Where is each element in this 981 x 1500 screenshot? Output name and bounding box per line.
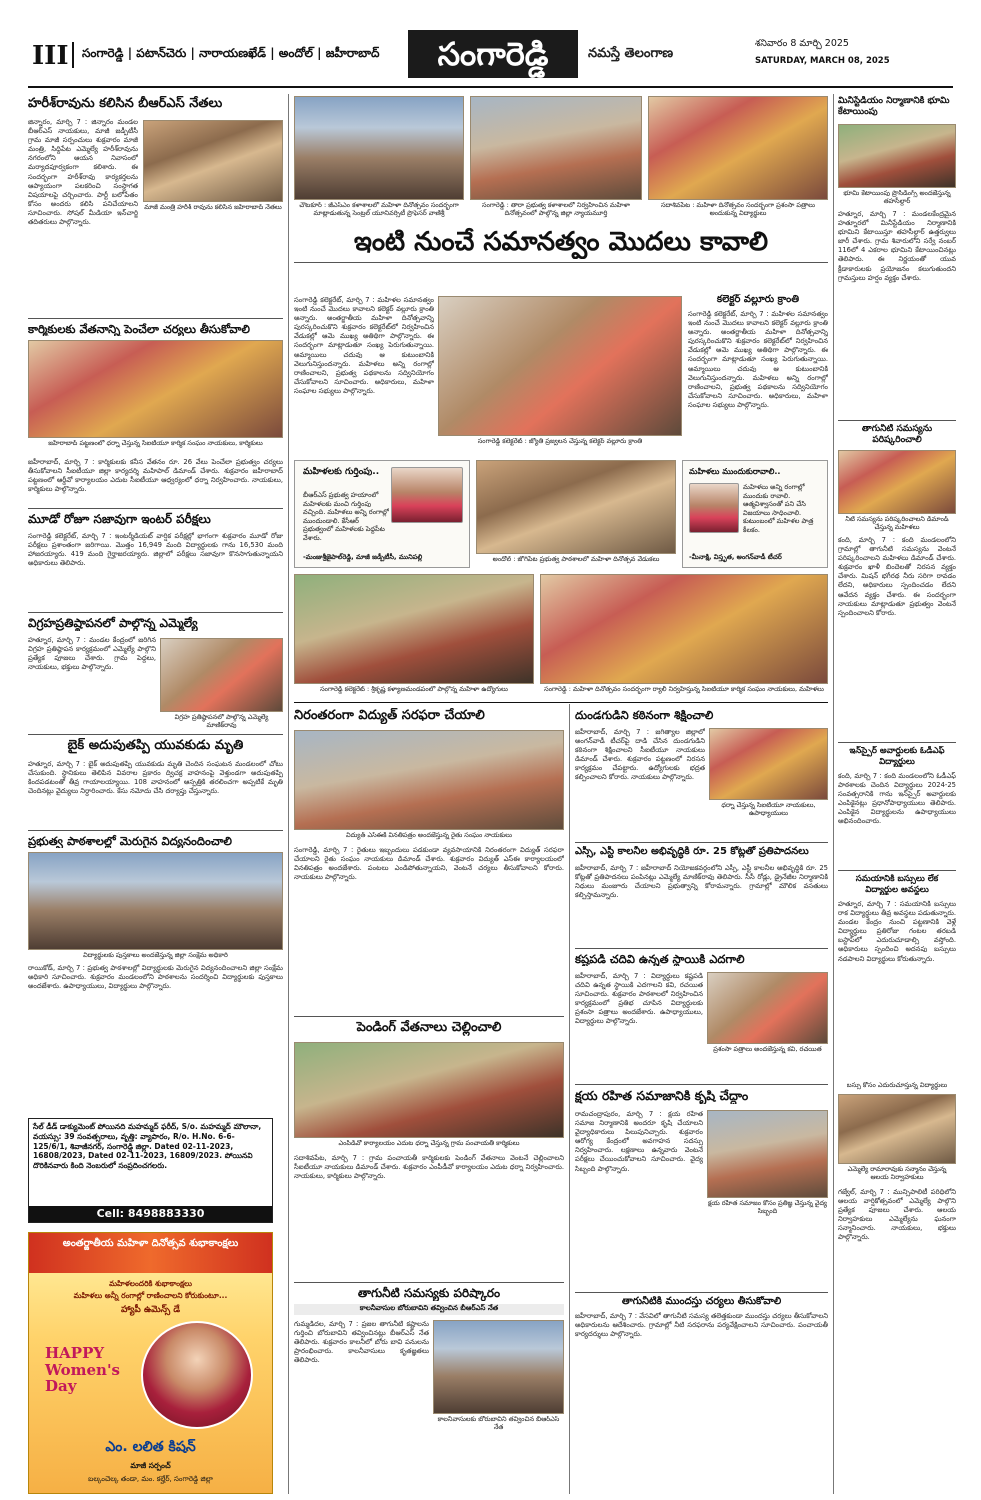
divider: [838, 742, 956, 743]
divider: [294, 1282, 564, 1283]
womens-day-ad-greeting: HAPPY Women's Day: [45, 1344, 120, 1395]
story-water2-body: కంది, మార్చి 7 : కంది మండలంలోని గ్రామాల్లో తాగునీటి సమస్యను వెంటనే పరిష్కరించాలని మహిళలు డిమాండ్ చేశారు. శుక్రవారం ఖాళీ బిందెలతో నిరసన వ్యక్తం చేశారు. మిషన్ భగీరథ నీరు సరిగా రావడం లేదని, అధికారులు స్పందించడం లేదని ఆవేదన వ్యక్తం చేశారు. ఈ సందర్భంగా నాయకులు మాట్లాడుతూ ప్రభుత్వం వెంటనే స్పందించాలని కోరారు.: [838, 536, 956, 617]
column-rule: [569, 704, 570, 1494]
divider: [28, 612, 283, 613]
photo-water: [433, 1320, 564, 1414]
quote-box-meenakshi: [682, 460, 828, 568]
divider: [575, 842, 828, 843]
newspaper-brand: నమస్తే తెలంగాణ: [588, 46, 674, 61]
kicker-main: కలెక్టర్ వల్లూరు క్రాంతి: [716, 294, 800, 305]
classified-ad: [28, 1118, 273, 1223]
caption-tara-college: సంగారెడ్డి : తారా ప్రభుత్వ కళాశాలలో నిర్వహించిన మహిళా దినోత్సవంలో పాల్గొన్న జిల్లా న్యాయమూర్తి: [482, 202, 630, 217]
date-english: SATURDAY, MARCH 08, 2025: [755, 56, 890, 66]
story-pending-body: సదాశివపేట, మార్చి 7 : గ్రామ పంచాయతీ కార్మికులకు పెండింగ్ వేతనాలు వెంటనే చెల్లించాలని సీఐటీయూ నాయకులు డిమాండ్ చేశారు. శుక్రవారం ఎంపీడీవో కార్యాలయం ఎదుట ధర్నా నిర్వహించారు. నాయకులు, కార్మికులు పాల్గొన్నారు.: [294, 1154, 564, 1181]
headline-drink: తాగునీటికి ముందస్తు చర్యలు తీసుకోవాలి: [621, 1296, 782, 1307]
caption-tb: క్షయ రహిత సమాజం కోసం ప్రతిజ్ఞ చేస్తున్న వైద్య సిబ్బంది: [707, 1200, 828, 1215]
column-rule: [288, 94, 289, 1494]
quote-title: మహిళలు ముందుకురావాలి..: [689, 467, 781, 476]
photo-school: [28, 852, 283, 950]
story-workers-body: జహీరాబాద్, మార్చి 7 : కార్మికులకు కనీస వేతనం రూ. 26 వేలు పెంచేలా ప్రభుత్వం చర్యలు తీసుకోవాలని సీఐటీయూ జిల్లా కార్యదర్శి మహిపాల్ డిమాండ్ చేశారు. శుక్రవారం జహీరాబాద్ పట్టణంలో ఆర్డీవో కార్యాలయం ఎదుట సీఐటీయూ ఆధ్వర్యంలో ధర్నా నిర్వహించారు. నాయకులు, కార్మికులు పాల్గొన్నారు.: [28, 458, 283, 494]
photo-harish: [143, 120, 283, 202]
quote-portrait: [689, 483, 739, 533]
story-main-body-col1: సంగారెడ్డి కలెక్టరేట్, మార్చి 7 : మహిళల సమానత్వం ఇంటి నుంచే మొదలు కావాలని కలెక్టర్ వల్లూరు క్రాంతి అన్నారు. అంతర్జాతీయ మహిళా దినోత్సవాన్ని పురస్కరించుకొని శుక్రవారం కలెక్టరేట్‌లో నిర్వహించిన వేడుకల్లో ఆమె ముఖ్య అతిథిగా పాల్గొన్నారు. ఈ సందర్భంగా మాట్లాడుతూ సంఖ్య పెరుగుతున్నాయి. అమ్మాయిలు చదువు ఆ కుటుంబానికి వెలుగునిస్తుందన్నారు. మహిళలు అన్ని రంగాల్లో రాణించాలని, ప్రభుత్వ పథకాలను సద్వినియోగం చేసుకోవాలని సూచించారు. అధికారులు, మహిళా సంఘాల సభ్యులు పాల్గొన్నారు.: [294, 296, 434, 395]
headline-dundi: దుండగుడిని కఠినంగా శిక్షించాలి: [575, 708, 714, 722]
kicker-water: కాలనీవాసుల బోరుబావిని తవ్వించిన బీఆర్‌ఎస్ నేత: [294, 1304, 564, 1315]
photo-jogipet: [476, 460, 676, 554]
caption-mla: ఎమ్మెల్యే రామారావుకు సన్మానం చేస్తున్న ఆలయ నిర్వాహకులు: [847, 1166, 947, 1181]
story-school-body: రాయికోడ్, మార్చి 7 : ప్రభుత్వ పాఠశాలల్లో విద్యార్థులకు మెరుగైన విద్యనందించాలని జిల్లా సంక్షేమ అధికారి సూచించారు. శుక్రవారం మండలంలోని పాఠశాలను సందర్శించి విద్యార్థులకు పుస్తకాలు అందజేశారు. ఉపాధ్యాయులు, విద్యార్థులు పాల్గొన్నారు.: [28, 964, 283, 991]
photo-stadium: [838, 124, 956, 188]
photo-water2: [838, 450, 956, 514]
caption-water2: నీటి సమస్యను పరిష్కరించాలని డిమాండ్ చేస్తున్న మహిళలు: [845, 516, 949, 531]
photo-chautkur: [294, 96, 464, 200]
photo-srikrishna-hall: [294, 574, 534, 684]
story-harish-body: జిన్నారం, మార్చి 7 : జిన్నారం మండల బీఆర్‌ఎస్ నాయకులు, మాజీ జడ్పీటీసీ గ్రామ మాజీ సర్పంచులు శుక్రవారం మాజీ మంత్రి, సిద్దిపేట ఎమ్మెల్యే హరీశ్‌రావును నగరంలోని ఆయన నివాసంలో మర్యాదపూర్వకంగా కలిశారు. ఈ సందర్భంగా హరీశ్‌రావు కార్యకర్తలను ఆప్యాయంగా పలకరించి సంస్థాగత విషయాలపై చర్చించారు. పార్టీ బలోపేతం కోసం అందరు కలిసి పనిచేయాలని సూచించారు. సోషల్ మీడియా ఇన్‌చార్జి తదితరులు పాల్గొన్నారు.: [28, 118, 138, 227]
womens-day-ad-banner: అంతర్జాతీయ మహిళా దినోత్సవ శుభాకాంక్షలు: [29, 1233, 272, 1273]
caption-water: కాలనీవాసులకు బోరుబావిని తవ్వించిన బీఆర్‌ఎస్ నేత: [437, 1416, 560, 1431]
photo-pending: [294, 1042, 564, 1138]
caption-pending: ఎంపీడీవో కార్యాలయం ఎదుట ధర్నా చేస్తున్న గ్రామ పంచాయతీ కార్మికులు: [338, 1140, 520, 1147]
headline-water: తాగునీటి సమస్యకు పరిష్కారం: [357, 1286, 501, 1300]
caption-chautkur: చౌటకూర్ : జీఎస్‌ఎం కళాశాలలో మహిళా దినోత్సవం సందర్భంగా మాట్లాడుతున్న సెంట్రల్ యూనివర్సిటీ ప్రొఫెసర్ వాణిశ్రీ: [299, 202, 459, 217]
photo-idol: [160, 638, 283, 712]
headline-sc: ఎస్సీ, ఎస్టీ కాలనీల అభివృద్ధికి రూ. 25 కోట్లతో ప్రతిపాదనలు: [575, 846, 809, 857]
photo-mla: [838, 1094, 956, 1164]
story-water-body: గుమ్మడిదల, మార్చి 7 : ప్రజల తాగునీటి కష్టాలను గుర్తించి బోరుబావిని తవ్వించినట్లు బీఆర్‌ఎస్ నేత తెలిపారు. శుక్రవారం కాలనీలో బోరు బావి పనులను ప్రారంభించారు. కాలనీవాసులు కృతజ్ఞతలు తెలిపారు.: [294, 1320, 429, 1365]
womens-day-ad-line3: హ్యాపీ ఉమెన్స్ డే: [121, 1305, 180, 1315]
district-nameplate: సంగారెడ్డి: [408, 30, 578, 78]
divider: [28, 508, 283, 509]
caption-sadasivpet: సదాశివపేట : మహిళా దినోత్సవం సందర్భంగా ప్రశంసా పత్రాలు అందుకున్న విద్యార్థులు: [660, 202, 816, 217]
photo-workers-rally: [28, 340, 283, 438]
womens-day-ad-line2: మహిళలు అన్నీ రంగాల్లో రాణించాలని కోరుకుంటూ...: [73, 1291, 228, 1300]
womens-day-ad-role: మాజీ సర్పంచ్: [130, 1461, 171, 1470]
womens-day-ad-address: బల్కంచెల్క తండా, మం. కల్హేర్, సంగారెడ్డి జిల్లా: [88, 1475, 213, 1483]
story-stadium-body: హత్నూర, మార్చి 7 : మండలకేంద్రమైన హత్నూరలో మినీస్టేడియం నిర్మాణానికి భూమిని కేటాయిస్తూ తహసీల్దార్ ఉత్తర్వులు జారీ చేశారు. గ్రామ శివారులోని సర్వే నంబర్ 116లో 4 ఎకరాల భూమిని కేటాయించినట్లు తెలిపారు. ఈ నిర్ణయంతో యువ క్రీడాకారులకు ప్రయోజనం కలుగుతుందని గ్రామస్తులు హర్షం వ్యక్తం చేశారు.: [838, 210, 956, 282]
womens-day-ad: [28, 1232, 273, 1494]
story-main-body-col2: సంగారెడ్డి కలెక్టరేట్, మార్చి 7 : మహిళల సమానత్వం ఇంటి నుంచే మొదలు కావాలని కలెక్టర్ వల్లూరు క్రాంతి అన్నారు. అంతర్జాతీయ మహిళా దినోత్సవాన్ని పురస్కరించుకొని శుక్రవారం కలెక్టరేట్‌లో నిర్వహించిన వేడుకల్లో ఆమె ముఖ్య అతిథిగా పాల్గొన్నారు. ఈ సందర్భంగా మాట్లాడుతూ సంఖ్య పెరుగుతున్నాయి. అమ్మాయిలు చదువు ఆ కుటుంబానికి వెలుగునిస్తుందన్నారు. మహిళలు అన్ని రంగాల్లో రాణించాలని, ప్రభుత్వ పథకాలను సద్వినియోగం చేసుకోవాలని సూచించారు. అధికారులు, మహిళా సంఘాల సభ్యులు పాల్గొన్నారు.: [688, 310, 828, 409]
divider: [28, 830, 283, 831]
story-dundi-body: జహీరాబాద్, మార్చి 7 : జగిత్యాల జిల్లాలో అంగన్‌వాడీ టీచర్‌పై దాడి చేసిన దుండగుడిని కఠినంగా శిక్షించాలని సీఐటీయూ నాయకులు డిమాండ్ చేశారు. శుక్రవారం పట్టణంలో నిరసన కార్యక్రమం చేపట్టారు. ఉద్యోగులకు భద్రత కల్పించాలని కోరారు. నాయకులు పాల్గొన్నారు.: [575, 728, 705, 782]
date-telugu: శనివారం 8 మార్చి 2025: [755, 38, 849, 49]
caption-harish: మాజీ మంత్రి హరీశ్ రావును కలిసిన జహీరాబాద్ నేతలు: [144, 204, 282, 211]
page-number: III: [32, 41, 69, 71]
divider: [294, 1016, 564, 1017]
masthead: [0, 0, 981, 92]
photo-sadasivpet: [648, 96, 828, 200]
caption-citu-rally: సంగారెడ్డి : మహిళా దినోత్సవం సందర్భంగా ర్యాలీ నిర్వహిస్తున్న సీఐటీయూ కార్మిక సంఘం నాయకులు, మహిళలు: [544, 686, 824, 693]
photo-dundi: [709, 728, 828, 800]
headline-power: నిరంతరంగా విద్యుత్ సరఫరా చేయాలి: [294, 708, 485, 723]
story-bus-body: హత్నూర, మార్చి 7 : సమయానికి బస్సులు రాక విద్యార్థులు తీవ్ర అవస్థలు పడుతున్నారు. మండల కేంద్రం నుంచి పట్టణానికి వెళ్లే విద్యార్థులు ప్రతిరోజు గంటల తరబడి బస్టాప్‌లో ఎదురుచూడాల్సి వస్తోంది. అధికారులు స్పందించి అదనపు బస్సులు నడపాలని విద్యార్థులు కోరుతున్నారు.: [838, 900, 956, 963]
story-mla-body: గజ్వేల్, మార్చి 7 : మున్సిపాలిటీ పరిధిలోని ఆలయ వార్షికోత్సవంలో ఎమ్మెల్యే పాల్గొని ప్రత్యేక పూజలు చేశారు. ఆలయ నిర్వాహకులు ఎమ్మెల్యేను ఘనంగా సన్మానించారు. నాయకులు, భక్తులు పాల్గొన్నారు.: [838, 1188, 956, 1242]
headline-harish: హరీశ్‌రావును కలిసిన బీఆర్‌ఎస్ నేతలు: [28, 96, 223, 111]
headline-bus: సమయానికి బస్సులు లేక విద్యార్థుల అవస్థలు: [855, 874, 939, 895]
quote-portrait: [391, 467, 463, 523]
headline-study: కష్టపడి చదివి ఉన్నత స్థాయికి ఎదగాలి: [575, 952, 745, 966]
headline-idol: విగ్రహప్రతిష్ఠాపనలో పాల్గొన్న ఎమ్మెల్యే: [28, 616, 198, 630]
photo-collector: [438, 296, 682, 436]
caption-study: ప్రశంసా పత్రాలు అందజేస్తున్న కవి, రచయిత: [713, 1046, 822, 1053]
headline-stadium: మినీస్టేడియం నిర్మాణానికి భూమి కేటాయింపు: [838, 96, 950, 118]
photo-study: [707, 972, 828, 1044]
headline-main: ఇంటి నుంచే సమానత్వం మొదలు కావాలి: [353, 227, 769, 257]
masthead-rule: [28, 86, 953, 88]
caption-dundi: ధర్నా చేస్తున్న సీఐటీయూ నాయకులు, ఉపాధ్యాయులు: [721, 802, 816, 817]
divider: [28, 318, 283, 319]
womens-day-ad-line1: మహిళలందరికి శుభాకాంక్షలు: [109, 1279, 192, 1288]
headline-inspire: ఇన్‌స్పైర్ అవార్డులకు ఓడీఎఫ్ విద్యార్థులు: [849, 746, 945, 767]
edition-list: సంగారెడ్డి | పటాన్‌చెరు | నారాయణఖేడ్ | అందోల్ | జహీరాబాద్: [82, 46, 380, 60]
photo-citu-rally: [540, 574, 828, 684]
photo-power: [294, 730, 564, 830]
headline-tb: క్షయ రహిత సమాజానికి కృషి చేద్దాం: [575, 1088, 749, 1103]
caption-workers: జహీరాబాద్ పట్టణంలో ధర్నా చేస్తున్న సీఐటీయూ కార్మిక సంఘం నాయకులు, కార్మికులు: [48, 440, 263, 447]
divider: [28, 734, 283, 735]
womens-day-ad-name: ఎం. లలిత కిషన్: [105, 1439, 196, 1455]
story-idol-body: హత్నూర, మార్చి 7 : మండల కేంద్రంలో జరిగిన విగ్రహ ప్రతిష్ఠాపన కార్యక్రమంలో ఎమ్మెల్యే పాల్గొని ప్రత్యేక పూజలు చేశారు. గ్రామ పెద్దలు, నాయకులు, భక్తులు పాల్గొన్నారు.: [28, 636, 156, 672]
caption-stadium: భూమి కేటాయింపు ప్రొసీడింగ్స్ అందజేస్తున్న తహసీల్దార్: [843, 190, 951, 205]
divider: [575, 1292, 828, 1293]
masthead-divider: [72, 42, 74, 68]
story-study-body: జహీరాబాద్, మార్చి 7 : విద్యార్థులు కష్టపడి చదివి ఉన్నత స్థాయికి ఎదగాలని కవి, రచయిత సూచించారు. శుక్రవారం పాఠశాలలో నిర్వహించిన కార్యక్రమంలో ప్రతిభ చూపిన విద్యార్థులకు ప్రశంసా పత్రాలు అందజేశారు. ఉపాధ్యాయులు, విద్యార్థులు పాల్గొన్నారు.: [575, 972, 703, 1026]
story-drink-body: జహీరాబాద్, మార్చి 7 : వేసవిలో తాగునీటి సమస్య తలెత్తకుండా ముందస్తు చర్యలు తీసుకోవాలని అధికారులను ఆదేశించారు. గ్రామాల్లో నీటి సరఫరాను పర్యవేక్షించాలని సూచించారు. పంచాయతీ కార్యదర్శులు పాల్గొన్నారు.: [575, 1312, 828, 1339]
classified-ad-text: సేల్ డీడ్ డాక్యుమెంట్ పోయినది మహమ్మద్ ఫరీద్, S/o. మహమ్మద్ మౌలానా, వయస్సు: 39 సంవత్సరాలు, వృత్తి: వ్యాపారం, R/o. H.No. 6-6-125/6/1, శివాజీనగర్, సంగారెడ్డి జిల్లా. Dated 02-11-2023, 16808/2023, Dated 02-11-2023, 16809/2023. పోయినవి దొరికినవారు కింది నెంబరులో సంప్రదించగలరు.: [33, 1122, 262, 1170]
headline-workers: కార్మికులకు వేతనాన్ని పెంచేలా చర్యలు తీసుకోవాలి: [28, 322, 250, 336]
headline-water2: తాగునీటి సమస్యను పరిష్కరించాలి: [861, 424, 933, 446]
caption-bus: బస్సు కోసం ఎదురుచూస్తున్న విద్యార్థులు: [846, 1082, 948, 1089]
story-power-body: సంగారెడ్డి, మార్చి 7 : రైతులు ఇబ్బందులు పడకుండా వ్యవసాయానికి నిరంతరంగా విద్యుత్ సరఫరా చేయాలని రైతు సంఘం నాయకులు డిమాండ్ చేశారు. శుక్రవారం విద్యుత్ ఎస్‌ఈ కార్యాలయంలో వినతిపత్రం అందజేశారు. పంటలు ఎండిపోతున్నాయని, వెంటనే చర్యలు తీసుకోవాలని కోరారు. నాయకులు పాల్గొన్నారు.: [294, 846, 564, 882]
caption-collector: సంగారెడ్డి కలెక్టరేట్ : జ్యోతి ప్రజ్వలన చేస్తున్న కలెక్టర్ వల్లూరు క్రాంతి: [477, 438, 643, 445]
caption-idol: విగ్రహ ప్రతిష్ఠాపనలో పాల్గొన్న ఎమ్మెల్యే మాణిక్‌రావు: [174, 714, 269, 729]
classified-ad-phone: Cell: 8498883330: [29, 1206, 272, 1222]
photo-tara-college: [470, 96, 642, 200]
divider: [294, 262, 828, 263]
caption-jogipet: అందోల్ : జోగిపేట ప్రభుత్వ పాఠశాలలో మహిళా దినోత్సవ వేడుకలు: [492, 556, 660, 563]
story-sc-body: జహీరాబాద్, మార్చి 7 : జహీరాబాద్ నియోజకవర్గంలోని ఎస్సీ, ఎస్టీ కాలనీల అభివృద్ధికి రూ. 25 కోట్లతో ప్రతిపాదనలు పంపినట్లు ఎమ్మెల్యే మాణిక్‌రావు తెలిపారు. సీసీ రోడ్లు, డ్రైనేజీల నిర్మాణానికి నిధులు మంజూరు చేయాలని ప్రభుత్వాన్ని కోరామన్నారు. గ్రామాల్లో మౌలిక వసతులు కల్పిస్తామన్నారు.: [575, 864, 828, 900]
quote-box-manjusri: [294, 460, 470, 568]
quote-title: మహిళలకు గుర్తింపు..: [303, 467, 380, 477]
quote-body: మహిళలు అన్ని రంగాల్లో ముందుకు రావాలి. ఆత్మవిశ్వాసంతో పని చేసి విజయాలు సాధించాలి. కుటుంబంలో మహిళల పాత్ర కీలకం.: [743, 483, 814, 534]
quote-sign: -మంజుశ్రీజైపాల్‌రెడ్డి, మాజీ జడ్పీటీసీ, మునిపల్లి: [303, 553, 423, 561]
divider: [575, 1084, 828, 1085]
quote-sign: -మీనాక్షి, విస్తృత, అంగన్‌వాడీ టీచర్: [689, 553, 782, 561]
quote-body: బీఆర్‌ఎస్ ప్రభుత్వ హయాంలో మహిళలకు మంచి గుర్తింపు వచ్చింది. మహిళలు అన్ని రంగాల్లో ముందుండాలి. కేసీఆర్ ప్రభుత్వంలో మహిళలకు పెద్దపీట వేశారు.: [303, 491, 389, 542]
headline-inter: మూడో రోజూ సజావుగా ఇంటర్ పరీక్షలు: [28, 512, 211, 526]
divider: [838, 870, 956, 871]
story-tb-body: రామచంద్రాపురం, మార్చి 7 : క్షయ రహిత సమాజ నిర్మాణానికి అందరూ కృషి చేయాలని వైద్యాధికారులు పిలుపునిచ్చారు. శుక్రవారం ఆరోగ్య కేంద్రంలో అవగాహన సదస్సు నిర్వహించారు. లక్షణాలు ఉన్నవారు వెంటనే పరీక్షలు చేయించుకోవాలని సూచించారు. వైద్య సిబ్బంది పాల్గొన్నారు.: [575, 1110, 703, 1173]
column-rule: [833, 94, 834, 1494]
divider: [294, 702, 828, 703]
divider: [838, 420, 956, 421]
divider: [575, 948, 828, 949]
headline-bike: బైక్ అదుపుతప్పి యువకుడు మృతి: [67, 738, 244, 753]
caption-power: విద్యుత్ ఎస్‌ఈకి వినతిపత్రం అందజేస్తున్న రైతు సంఘం నాయకులు: [345, 832, 513, 839]
story-inter-body: సంగారెడ్డి కలెక్టరేట్, మార్చి 7 : ఇంటర్మీడియట్ వార్షిక పరీక్షల్లో భాగంగా శుక్రవారం మూడో రోజు పరీక్షలు ప్రశాంతంగా జరిగాయి. మొత్తం 16,949 మంది విద్యార్థులకు గాను 16,530 మంది హాజరయ్యారు. 419 మంది గైర్హాజరయ్యారు. జిల్లాలో పరీక్షలు సజావుగా కొనసాగుతున్నాయని అధికారులు తెలిపారు.: [28, 532, 283, 568]
womens-day-ad-portrait: [141, 1321, 253, 1429]
story-bike-body: హత్నూర, మార్చి 7 : బైక్ అదుపుతప్పి యువకుడు మృతి చెందిన సంఘటన మండలంలో చోటు చేసుకుంది. స్థానికులు తెలిపిన వివరాల ప్రకారం ద్విచక్ర వాహనంపై వెళ్తుండగా అదుపుతప్పి కిందపడటంతో తీవ్ర గాయాలయ్యాయి. 108 వాహనంలో ఆస్పత్రికి తరలించగా అప్పటికే మృతి చెందినట్లు వైద్యులు నిర్ధారించారు. కేసు నమోదు చేసి దర్యాప్తు చేస్తున్నారు.: [28, 760, 283, 796]
headline-school: ప్రభుత్వ పాఠశాలల్లో మెరుగైన విద్యనందించాలి: [28, 834, 232, 848]
photo-tb: [707, 1110, 828, 1198]
caption-srikrishna-hall: సంగారెడ్డి కలెక్టరేట్ : శ్రీకృష్ణ కళ్యాణమండపంలో పాల్గొన్న మహిళా ఉద్యోగులు: [320, 686, 508, 693]
story-inspire-body: కంది, మార్చి 7 : కంది మండలంలోని ఓడీఎఫ్ పాఠశాలకు చెందిన విద్యార్థులు 2024-25 సంవత్సరానికి గాను ఇన్‌స్పైర్ అవార్డులకు ఎంపికైనట్లు ప్రధానోపాధ్యాయులు తెలిపారు. ఎంపికైన విద్యార్థులను ఉపాధ్యాయులు అభినందించారు.: [838, 772, 956, 826]
headline-pending: పెండింగ్ వేతనాలు చెల్లించాలి: [356, 1020, 502, 1035]
caption-school: విద్యార్థులకు పుస్తకాలు అందజేస్తున్న జిల్లా సంక్షేమ అధికారి: [83, 952, 228, 959]
